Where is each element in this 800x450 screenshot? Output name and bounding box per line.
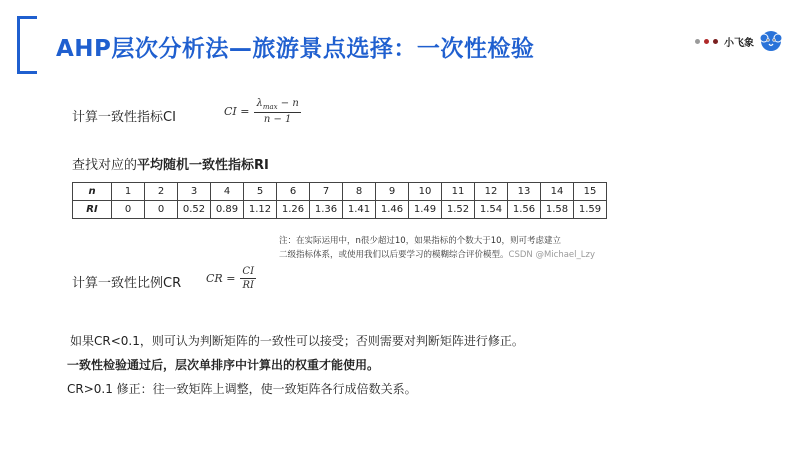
- note-line-1: 注：在实际运用中，n很少超过10，如果指标的个数大于10，则可考虑建立: [279, 236, 562, 246]
- ci-numerator: [254, 98, 300, 113]
- table-cell: 1.56: [508, 201, 541, 219]
- ri-label-bold: 平均随机一致性指标RI: [137, 158, 269, 173]
- table-cell: 5: [244, 183, 277, 201]
- table-cell: 0: [145, 201, 178, 219]
- table-cell: 0.52: [178, 201, 211, 219]
- brand-dots: [695, 39, 718, 44]
- ci-lambda-sub: max: [262, 103, 278, 111]
- brand-name: 小飞象: [724, 37, 754, 49]
- page-title: AHP层次分析法—旅游景点选择：一次性检验: [56, 36, 535, 62]
- ci-label: 计算一致性指标CI: [72, 110, 176, 125]
- ci-denominator: n − 1: [263, 114, 292, 125]
- table-row-n: [73, 183, 607, 201]
- note: [279, 234, 595, 262]
- table-header-n: n: [73, 183, 112, 201]
- brand: [695, 30, 782, 52]
- table-cell: 0: [112, 201, 145, 219]
- brand-dot-gray: [695, 39, 700, 44]
- table-cell: 3: [178, 183, 211, 201]
- note-line-2-wrap: [279, 248, 595, 262]
- conclusion-line-1: 如果CR<0.1，则可认为判断矩阵的一致性可以接受；否则需要对判断矩阵进行修正。: [70, 334, 524, 348]
- ci-lhs: CI =: [224, 105, 250, 118]
- cr-numerator: CI: [242, 266, 255, 277]
- table-cell: 1: [112, 183, 145, 201]
- table-cell: 8: [343, 183, 376, 201]
- table-cell: 1.59: [574, 201, 607, 219]
- cr-denominator: RI: [242, 280, 254, 291]
- table-cell: 1.58: [541, 201, 574, 219]
- cr-label: 计算一致性比例CR: [72, 276, 182, 291]
- table-header-ri: RI: [73, 201, 112, 219]
- cr-fraction: [240, 266, 256, 291]
- table-cell: 2: [145, 183, 178, 201]
- watermark: CSDN @Michael_Lzy: [508, 250, 595, 260]
- table-cell: 11: [442, 183, 475, 201]
- conclusion-line-2: 一致性检验通过后，层次单排序中计算出的权重才能使用。: [67, 358, 380, 372]
- table-cell: 0.89: [211, 201, 244, 219]
- table-cell: 4: [211, 183, 244, 201]
- table-cell: 1.49: [409, 201, 442, 219]
- table-cell: 13: [508, 183, 541, 201]
- table-cell: 1.12: [244, 201, 277, 219]
- cr-formula: [206, 266, 256, 291]
- table-cell: 9: [376, 183, 409, 201]
- title-bracket-decoration: [17, 16, 37, 74]
- table-cell: 10: [409, 183, 442, 201]
- ci-fraction: [254, 98, 300, 125]
- conclusion-line-3: CR>0.1 修正：往一致矩阵上调整，使一致矩阵各行成倍数关系。: [67, 382, 417, 396]
- ci-formula: [224, 98, 301, 125]
- table-cell: 1.26: [277, 201, 310, 219]
- elephant-logo-icon: [760, 30, 782, 52]
- ri-label-prefix: 查找对应的: [72, 158, 138, 173]
- table-row-ri: [73, 201, 607, 219]
- table-cell: 15: [574, 183, 607, 201]
- cr-lhs: CR =: [206, 272, 236, 285]
- ci-minus-n: − n: [277, 98, 299, 109]
- table-cell: 1.41: [343, 201, 376, 219]
- table-cell: 12: [475, 183, 508, 201]
- ri-label: [72, 154, 269, 173]
- table-cell: 7: [310, 183, 343, 201]
- ri-table: [72, 182, 607, 219]
- table-cell: 6: [277, 183, 310, 201]
- table-cell: 1.36: [310, 201, 343, 219]
- note-line-2: 二级指标体系，或使用我们以后要学习的模糊综合评价模型。: [279, 250, 509, 260]
- table-cell: 1.46: [376, 201, 409, 219]
- brand-dot-darkred: [713, 39, 718, 44]
- table-cell: 14: [541, 183, 574, 201]
- table-cell: 1.52: [442, 201, 475, 219]
- table-cell: 1.54: [475, 201, 508, 219]
- brand-dot-red: [704, 39, 709, 44]
- ci-lambda: λ: [256, 98, 263, 109]
